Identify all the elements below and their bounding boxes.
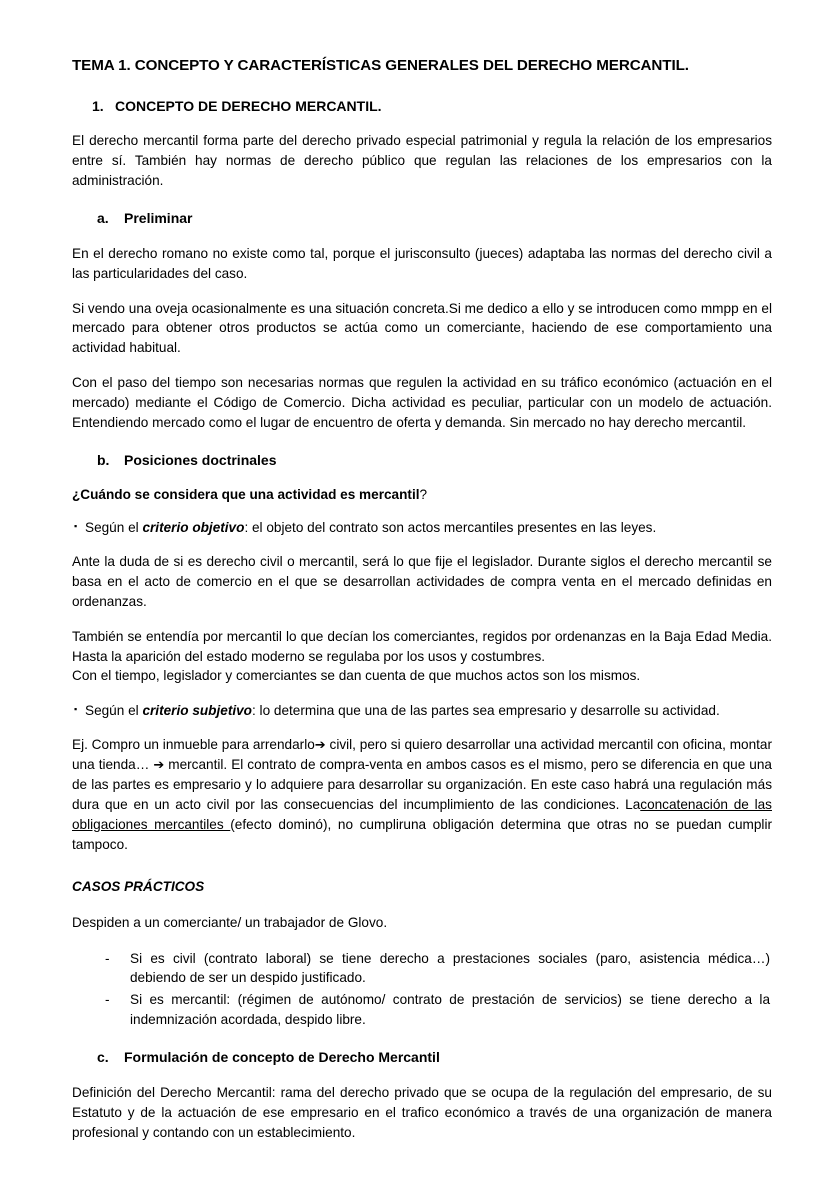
example-part-3: mercantil. El contrato de compra-venta en ambos casos es el mismo, pero se diferencia en que una de las partes es empresario y lo adquiere para desarrollar su organización. En este caso habrá una regulación más dura que en un acto civil por las consecuencias del incumplimiento de las condiciones. La bbox=[72, 757, 772, 812]
bullet-objetivo-emphasis: criterio objetivo bbox=[142, 520, 245, 536]
bullet-criterio-subjetivo bbox=[74, 701, 772, 721]
bullet-objetivo-lead: Según el bbox=[85, 520, 143, 536]
bullet-criterio-objetivo bbox=[74, 518, 772, 538]
bullet-criterio-objetivo-text bbox=[85, 518, 772, 538]
section-spacer bbox=[72, 869, 772, 878]
heading-subsection-b-label: Posiciones doctrinales bbox=[124, 451, 277, 468]
example-part-1: Ej. Compro un inmueble para arrendarlo bbox=[72, 737, 315, 753]
heading-subsection-a bbox=[97, 209, 772, 228]
objetivo-followup-paragraph-3: Con el tiempo, legislador y comerciantes se dan cuenta de que muchos actos son los mismos. bbox=[72, 668, 641, 684]
heading-subsection-b-marker: b. bbox=[97, 451, 110, 468]
heading-subsection-c bbox=[97, 1048, 772, 1067]
example-part-4: (efecto dominó), no cumpliruna obligación determina que otras no se puedan cumplir tampoco. bbox=[72, 816, 772, 852]
bullet-subjetivo-emphasis: criterio subjetivo bbox=[142, 703, 252, 719]
doctrinal-question-mark: ? bbox=[419, 487, 428, 503]
square-bullet-icon: ▪ bbox=[74, 704, 78, 715]
casos-practicos-intro: Despiden a un comerciante/ un trabajador de Glovo. bbox=[72, 914, 388, 930]
text-column bbox=[72, 56, 772, 1142]
heading-section-1-marker: 1. bbox=[92, 97, 104, 114]
bullet-subjetivo-rest: : lo determina que una de las partes sea empresario y desarrolle su actividad. bbox=[252, 703, 720, 719]
bullet-criterio-subjetivo-text bbox=[85, 701, 772, 721]
list-item bbox=[72, 990, 772, 1030]
subsection-a-paragraph-1: En el derecho romano no existe como tal, porque el jurisconsulto (jueces) adaptaba las normas del derecho civil a las particularidades del caso. bbox=[72, 245, 772, 281]
heading-section-1-label: CONCEPTO DE DERECHO MERCANTIL. bbox=[115, 97, 382, 114]
arrow-right-icon: ➔ bbox=[314, 737, 326, 753]
bullet-objetivo-rest: : el objeto del contrato son actos mercantiles presentes en las leyes. bbox=[244, 520, 657, 536]
doctrinal-question-bold: ¿Cuándo se considera que una actividad es mercantil bbox=[72, 487, 420, 503]
subsection-c-paragraph: Definición del Derecho Mercantil: rama del derecho privado que se ocupa de la regulación del empresario, de su Estatuto y de la actuación de ese empresario en el trafico económico a través de una organización de manera profesional y contando con un establecimiento. bbox=[72, 1084, 772, 1140]
heading-section-1 bbox=[92, 97, 772, 116]
list-item bbox=[72, 949, 772, 989]
casos-practicos-list bbox=[72, 949, 772, 1030]
heading-subsection-a-label: Preliminar bbox=[124, 209, 193, 226]
casos-practicos-heading: CASOS PRÁCTICOS bbox=[72, 879, 205, 895]
subsection-a-paragraph-3: Con el paso del tiempo son necesarias normas que regulen la actividad en su tráfico económico (actuación en el mercado) mediante el Código de Comercio. Dicha actividad es peculiar, particular con un modelo de actuación. Entendiendo mercado como el lugar de encuentro de oferta y demanda. Sin mercado no hay derecho mercantil. bbox=[72, 375, 772, 430]
arrow-right-icon: ➔ bbox=[153, 757, 165, 773]
list-item-text: Si es mercantil: (régimen de autónomo/ contrato de prestación de servicios) se tiene derecho a la indemnización acordada, despido libre. bbox=[130, 992, 770, 1028]
document-title: TEMA 1. CONCEPTO Y CARACTERÍSTICAS GENERALES DEL DERECHO MERCANTIL. bbox=[72, 57, 689, 74]
objetivo-followup-paragraph-1: Ante la duda de si es derecho civil o mercantil, será lo que fije el legislador. Durante siglos el derecho mercantil se basa en el acto de comercio en el que se desarrollan actividades de compra venta en el mercado definidas en ordenanzas. bbox=[72, 554, 772, 609]
heading-subsection-b bbox=[97, 451, 772, 470]
bullet-subjetivo-lead: Según el bbox=[85, 703, 143, 719]
doctrinal-question bbox=[72, 485, 772, 505]
example-part-2: civil, pero si quiero desarrollar una actividad mercantil con oficina, montar una tienda… bbox=[72, 737, 772, 773]
list-item-text: Si es civil (contrato laboral) se tiene derecho a prestaciones sociales (paro, asistencia médica…) debiendo de ser un despido justificado. bbox=[130, 950, 770, 986]
heading-subsection-c-marker: c. bbox=[97, 1048, 109, 1065]
heading-subsection-c-label: Formulación de concepto de Derecho Mercantil bbox=[124, 1048, 440, 1065]
section-1-intro-paragraph: El derecho mercantil forma parte del derecho privado especial patrimonial y regula la relación de los empresarios entre sí. También hay normas de derecho público que regulan las relaciones de los empresarios con la administración. bbox=[72, 133, 772, 189]
heading-subsection-a-marker: a. bbox=[97, 209, 109, 226]
example-underlined-phrase: concatenación de las obligaciones mercantiles bbox=[72, 796, 772, 832]
objetivo-followup-paragraph-2: También se entendía por mercantil lo que decían los comerciantes, regidos por ordenanzas en la Baja Edad Media. Hasta la aparición del estado moderno se regulaba por los usos y costumbres. bbox=[72, 628, 772, 664]
example-paragraph bbox=[72, 735, 772, 854]
dash-bullet-icon: - bbox=[105, 950, 110, 966]
square-bullet-icon: ▪ bbox=[74, 521, 78, 532]
subsection-a-paragraph-2: Si vendo una oveja ocasionalmente es una situación concreta.Si me dedico a ello y se introducen como mmpp en el mercado para obtener otros productos se actúa como un comerciante, haciendo de ese comportamiento una actividad habitual. bbox=[72, 300, 772, 356]
dash-bullet-icon: - bbox=[105, 992, 110, 1008]
